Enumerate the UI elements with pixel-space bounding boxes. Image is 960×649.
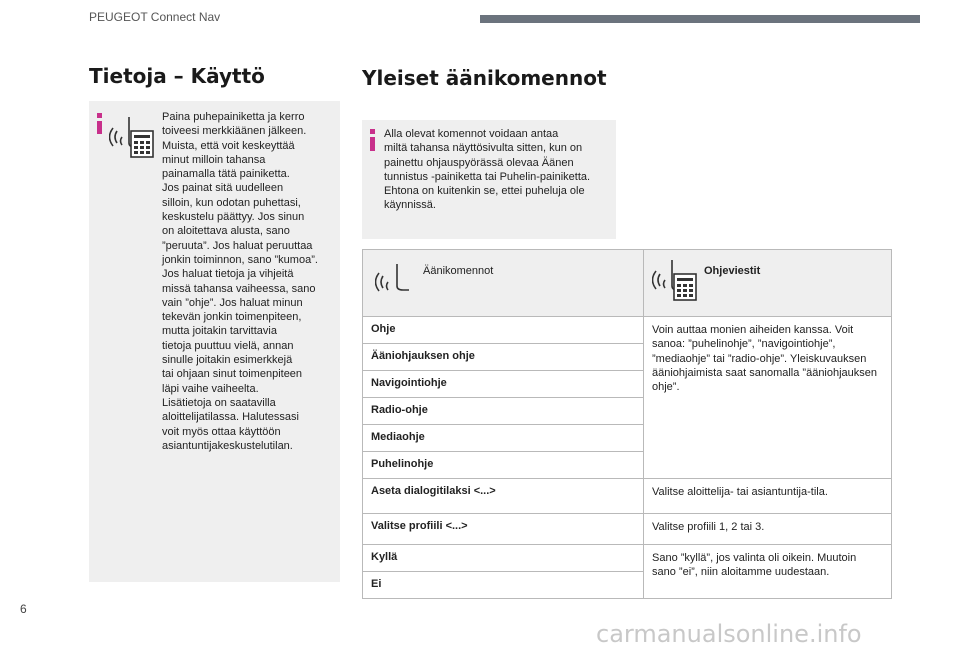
command-cell: Radio-ohje (363, 398, 644, 425)
table-header-commands (363, 250, 644, 317)
left-info-text: Paina puhepainiketta ja kerro toiveesi merkkiäänen jälkeen. Muista, että voit keskeyttää minut milloin tahansa painamalla tätä painiketta. Jos painat sitä uudelleen silloin, kun odotan puhettasi, keskustelu päättyy. Jos sinun on aloitettava alusta, sano ”peruuta”. Jos haluat peruuttaa jonkin toiminnon, sano ”kumoa”. Jos haluat tietoja ja vihjeitä missä tahansa vaiheessa, sano vain ”ohje”. Jos haluat minun tekevän jonkin toimenpiteen, mutta joitakin tarvittavia tietoja puuttuu vielä, annan sinulle joitakin esimerkkejä tai ohjaan sinut toimenpiteen läpi vaihe vaiheelta. Lisätietoja on saatavilla aloittelijatilassa. Halutessasi voit myös ottaa käyttöön asiantuntijakeskustelutilan. (162, 111, 318, 452)
info-icon (97, 121, 102, 134)
description-cell: Valitse aloittelija- tai asiantuntija-tila. (644, 479, 892, 514)
command-cell: Ei (363, 572, 644, 599)
manual-header-title: PEUGEOT Connect Nav (89, 10, 221, 24)
left-info-box (89, 101, 340, 582)
right-info-text: Alla olevat komennot voidaan antaa miltä tahansa näyttösivulta sitten, kun on painettu ohjauspyörässä olevaa Äänen tunnistus -painiketta tai Puhelin-painiketta. Ehtona on kuitenkin se, ettei puheluja ole käynnissä. (384, 128, 591, 212)
description-cell: Valitse profiili 1, 2 tai 3. (644, 514, 892, 545)
command-cell: Aseta dialogitilaksi <...> (363, 479, 644, 514)
info-icon-dot (97, 113, 102, 118)
header-messages-label: Ohjeviestit (704, 265, 761, 277)
table-header-messages (644, 250, 892, 317)
voice-commands-table (362, 249, 892, 599)
page-number: 6 (20, 602, 27, 616)
description-cell: Sano ”kyllä”, jos valinta oli oikein. Muutoin sano ”ei”, niin aloitamme uudestaan. (644, 545, 892, 599)
command-cell: Navigointiohje (363, 371, 644, 398)
command-cell: Ääniohjauksen ohje (363, 344, 644, 371)
right-info-box (362, 120, 616, 239)
command-cell: Kyllä (363, 545, 644, 572)
voice-icon (375, 258, 415, 298)
table-row (363, 317, 892, 344)
voice-phone-icon (109, 115, 155, 161)
watermark: carmanualsonline.info (596, 620, 862, 648)
table-header-row (363, 250, 892, 317)
command-cell: Ohje (363, 317, 644, 344)
command-cell: Mediaohje (363, 425, 644, 452)
description-cell: Voin auttaa monien aiheiden kanssa. Voit sanoa: ”puhelinohje”, ”navigointiohje”, ”mediaohje” tai ”radio-ohje”. Yleiskuvauksen ääniohjaimista saat sanomalla ”ääniohjauksen ohje”. (644, 317, 892, 479)
left-heading: Tietoja – Käyttö (89, 64, 265, 88)
command-cell: Valitse profiili <...> (363, 514, 644, 545)
header-commands-label: Äänikomennot (423, 265, 494, 277)
info-icon (370, 137, 375, 151)
header-bar (480, 15, 920, 23)
info-icon-dot (370, 129, 375, 134)
table-row (363, 514, 892, 545)
right-heading: Yleiset äänikomennot (362, 66, 607, 90)
table-row (363, 545, 892, 572)
command-cell: Puhelinohje (363, 452, 644, 479)
voice-phone-icon (652, 258, 698, 304)
table-row (363, 479, 892, 514)
